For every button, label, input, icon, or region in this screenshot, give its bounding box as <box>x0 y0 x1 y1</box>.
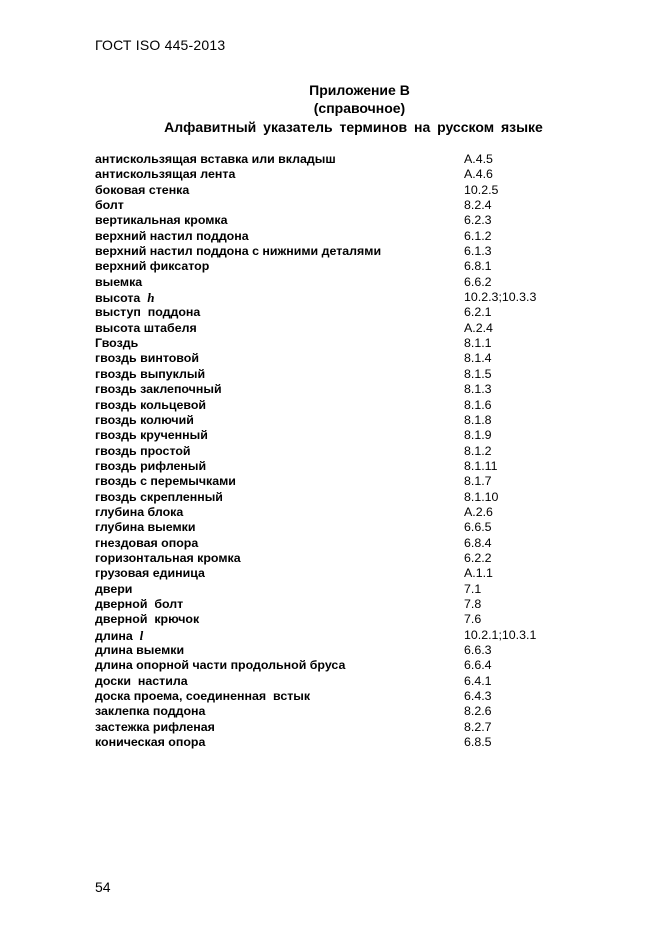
index-entry <box>95 444 575 459</box>
index-entry <box>95 367 575 382</box>
index-entry <box>95 612 575 627</box>
index-entry <box>95 582 575 597</box>
index-reference: 8.1.8 <box>464 412 492 427</box>
index-term-symbol: h <box>147 290 155 306</box>
appendix-title: Приложение В <box>309 82 410 98</box>
index-term-text: высота штабеля <box>95 320 197 335</box>
index-term-symbol: l <box>139 627 144 643</box>
index-term-text: гвоздь скрепленный <box>95 489 223 504</box>
index-reference: 6.4.3 <box>464 689 492 704</box>
index-reference: 8.1.4 <box>464 351 492 366</box>
index-term <box>95 213 228 228</box>
index-term-text: гвоздь крученный <box>95 428 208 443</box>
index-entry <box>95 398 575 413</box>
index-reference: 8.1.1 <box>464 336 492 351</box>
index-term-text: гвоздь рифленый <box>95 458 207 473</box>
index-term-text: антискользящая лента <box>95 167 236 182</box>
index-reference: 8.1.10 <box>464 489 499 504</box>
index-reference: А.4.6 <box>464 167 493 182</box>
index-term-text: Гвоздь <box>95 336 139 351</box>
index-entry <box>95 413 575 428</box>
index-term-text: антискользящая вставка или вкладыш <box>95 152 336 166</box>
index-term <box>95 244 381 259</box>
index-entry <box>95 290 575 305</box>
index-term <box>95 259 209 274</box>
index-entry <box>95 597 575 612</box>
index-entry <box>95 183 575 198</box>
index-term-text: гвоздь заклепочный <box>95 382 222 397</box>
index-term-text: коническая опора <box>95 735 206 750</box>
index-term-text: гвоздь с перемычками <box>95 474 236 489</box>
index-term <box>95 167 235 182</box>
index-reference: 6.2.2 <box>464 550 492 565</box>
document-id-header: ГОСТ ISO 445-2013 <box>95 37 226 53</box>
index-term <box>95 536 198 551</box>
index-term-text: длина выемки <box>95 643 185 657</box>
index-reference: А.2.4 <box>464 320 493 335</box>
index-term-text: гнездовая опора <box>95 535 199 550</box>
index-term-text: болт <box>95 198 124 213</box>
index-term <box>95 612 199 627</box>
index-term-text: заклепка поддона <box>95 704 206 719</box>
index-entry <box>95 551 575 566</box>
index-entry <box>95 198 575 213</box>
index-reference: 6.1.3 <box>464 244 492 259</box>
index-term-text: гвоздь простой <box>95 443 191 458</box>
index-term-text: дверной крючок <box>95 612 200 627</box>
index-term-text: гвоздь кольцевой <box>95 397 207 412</box>
index-reference: 7.6 <box>464 612 482 627</box>
index-term <box>95 428 208 443</box>
index-entry <box>95 459 575 474</box>
index-term <box>95 321 197 336</box>
index-term <box>95 444 191 459</box>
index-reference: 8.1.3 <box>464 382 492 397</box>
index-term <box>95 520 195 535</box>
index-entry <box>95 735 575 750</box>
index-term <box>95 735 205 750</box>
index-entry <box>95 259 575 274</box>
term-index-list <box>95 152 575 750</box>
index-term <box>95 551 241 566</box>
index-reference: 7.1 <box>464 581 482 596</box>
index-reference: 8.1.11 <box>464 458 498 473</box>
index-term-text: выемка <box>95 274 143 289</box>
index-term-text: дверной болт <box>95 596 184 611</box>
index-term <box>95 183 189 198</box>
index-term <box>95 582 132 597</box>
index-term <box>95 398 206 413</box>
index-entry <box>95 152 575 167</box>
index-term <box>95 643 184 658</box>
index-reference: 8.1.2 <box>464 443 492 458</box>
index-term <box>95 198 124 213</box>
index-entry <box>95 536 575 551</box>
index-entry <box>95 720 575 735</box>
index-term-text: доска проема, соединенная встык <box>95 689 311 704</box>
index-entry <box>95 658 575 673</box>
index-entry <box>95 428 575 443</box>
index-reference: 8.2.6 <box>464 704 492 719</box>
index-term-text: двери <box>95 581 133 596</box>
index-reference: 6.6.2 <box>464 274 492 289</box>
index-reference: 6.1.2 <box>464 228 492 243</box>
index-term <box>95 229 249 244</box>
index-term <box>95 152 336 167</box>
index-reference: 10.2.5 <box>464 182 499 197</box>
index-reference: 6.8.5 <box>464 735 492 750</box>
index-reference: А.4.5 <box>464 152 493 166</box>
index-reference: 6.6.5 <box>464 520 492 535</box>
index-reference: 8.1.5 <box>464 366 492 381</box>
index-term <box>95 689 310 704</box>
index-entry <box>95 505 575 520</box>
index-term <box>95 704 205 719</box>
index-entry <box>95 566 575 581</box>
index-entry <box>95 704 575 719</box>
index-term-text: длина опорной части продольной бруса <box>95 658 346 673</box>
index-term <box>95 566 205 581</box>
index-term-text: гвоздь выпуклый <box>95 366 206 381</box>
index-term <box>95 351 199 366</box>
index-term <box>95 490 223 505</box>
index-entry <box>95 490 575 505</box>
index-reference: 6.2.3 <box>464 213 492 228</box>
index-reference: А.1.1 <box>464 566 493 581</box>
index-reference: 10.2.1;10.3.1 <box>464 627 537 642</box>
index-term <box>95 413 194 428</box>
index-term-text: гвоздь колючий <box>95 412 194 427</box>
index-term <box>95 674 188 689</box>
index-entry <box>95 382 575 397</box>
index-reference: 6.4.1 <box>464 673 492 688</box>
index-entry <box>95 167 575 182</box>
index-term <box>95 290 154 306</box>
index-entry <box>95 229 575 244</box>
index-term <box>95 305 200 320</box>
index-term-text: застежка рифленая <box>95 719 215 734</box>
index-entry <box>95 321 575 336</box>
index-term-text: выступ поддона <box>95 305 201 320</box>
index-reference: 6.8.1 <box>464 259 492 274</box>
index-reference: 7.8 <box>464 596 482 611</box>
index-term <box>95 474 236 489</box>
index-entry <box>95 213 575 228</box>
index-term-text: верхний настил поддона с нижними деталями <box>95 244 382 259</box>
index-reference: 6.2.1 <box>464 305 492 320</box>
index-entry <box>95 689 575 704</box>
index-reference: 6.8.4 <box>464 535 492 550</box>
index-term-text: длина <box>95 628 140 643</box>
index-entry <box>95 520 575 535</box>
index-entry <box>95 275 575 290</box>
index-term <box>95 336 138 351</box>
index-term-text: боковая стенка <box>95 182 190 197</box>
index-reference: 8.1.6 <box>464 397 492 412</box>
index-term-text: глубина выемки <box>95 520 196 535</box>
index-term <box>95 720 215 735</box>
index-entry <box>95 336 575 351</box>
index-term <box>95 628 143 644</box>
index-reference: 8.2.4 <box>464 198 492 213</box>
index-term-text: грузовая единица <box>95 566 205 581</box>
index-reference: 6.6.4 <box>464 658 492 673</box>
index-term <box>95 505 183 520</box>
index-term <box>95 382 222 397</box>
index-term-text: вертикальная кромка <box>95 213 228 228</box>
index-reference: А.2.6 <box>464 504 493 519</box>
index-entry <box>95 244 575 259</box>
index-term-text: горизонтальная кромка <box>95 550 241 565</box>
index-term <box>95 275 142 290</box>
appendix-type: (справочное) <box>313 100 406 116</box>
index-reference: 10.2.3;10.3.3 <box>464 290 537 305</box>
page-number: 54 <box>95 879 111 895</box>
index-entry <box>95 305 575 320</box>
index-term-text: верхний фиксатор <box>95 259 210 274</box>
index-term <box>95 367 205 382</box>
index-entry <box>95 674 575 689</box>
index-reference: 6.6.3 <box>464 643 492 657</box>
index-entry <box>95 351 575 366</box>
index-term-text: высота <box>95 291 148 306</box>
index-reference: 8.1.9 <box>464 428 492 443</box>
index-term <box>95 459 206 474</box>
index-term-text: глубина блока <box>95 504 184 519</box>
index-term-text: гвоздь винтовой <box>95 351 199 366</box>
index-reference: 8.1.7 <box>464 474 492 489</box>
index-entry <box>95 628 575 643</box>
index-entry <box>95 474 575 489</box>
index-entry <box>95 643 575 658</box>
index-term-text: доски настила <box>95 673 188 688</box>
index-term <box>95 597 183 612</box>
index-reference: 8.2.7 <box>464 719 492 734</box>
index-term <box>95 658 345 673</box>
index-heading: Алфавитный указатель терминов на русском языке <box>164 119 543 135</box>
index-term-text: верхний настил поддона <box>95 228 249 243</box>
